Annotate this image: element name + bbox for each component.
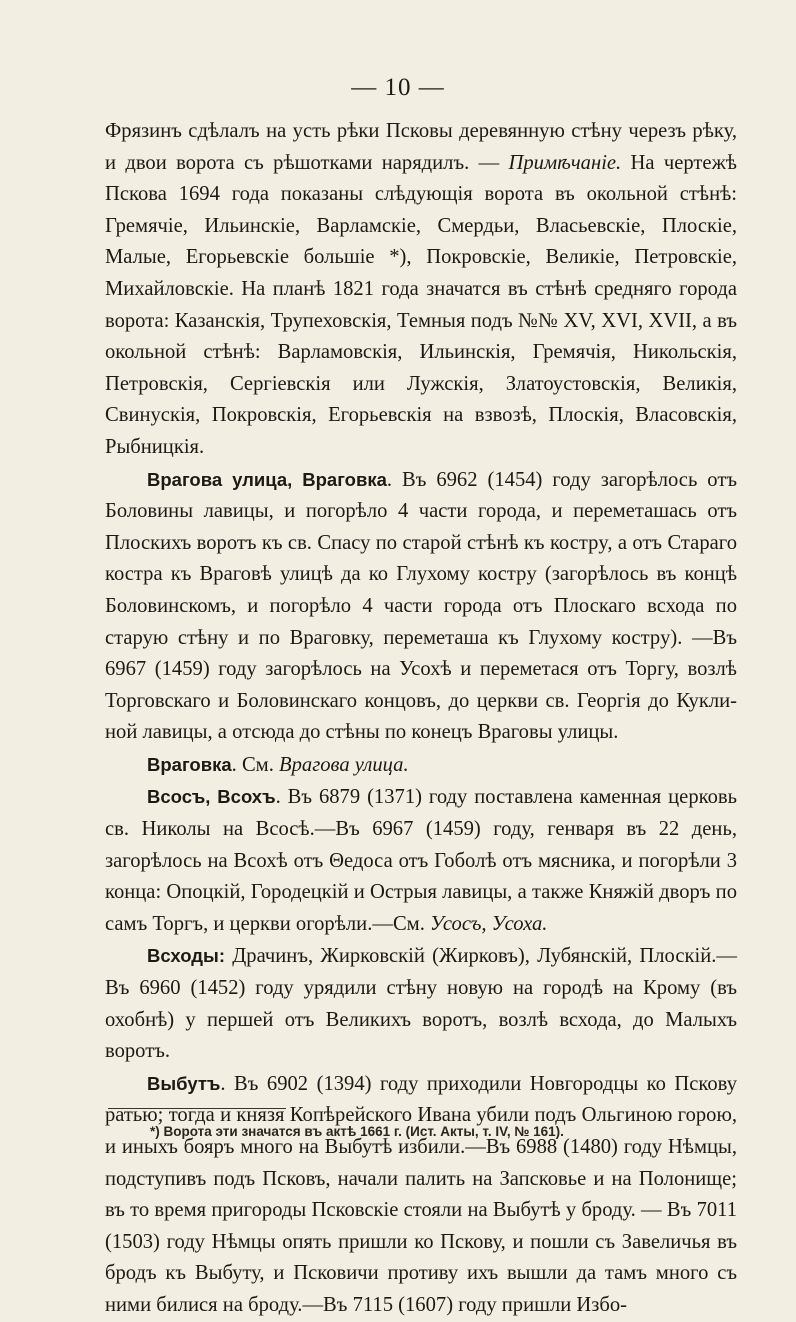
paragraph [105, 116, 737, 464]
paragraph-text: На чертежѣ Пскова 1694 года показаны слѣдующія ворота въ окольной стѣнѣ: Гремячіе, Ильинскіе, Варламскіе, Смердьи, Власьевскіе, Плоскіе, Малые, Егорьевскіе большіе *), Покровскіе, Великіе, Петровскіе, Михайловскіе. На планѣ 1821 года значатся въ стѣнѣ средняго города ворота: Казанскія, Трупеховскія, Темныя подъ №№ XV, XVI, XVII, а въ окольной стѣнѣ: Варламовскія, Ильинскія, Гремячія, Никольскія, Петровскія, Сергіевскія или Лужскія, Златоустовскія, Великія, Свинускія, Покровскія, Егорьевскія на взвозѣ, Плоскія, Власовскія, Рыбницкія. [105, 151, 737, 458]
page-number: — 10 — [351, 74, 445, 101]
paragraph-text: . Въ 6902 (1394) году приходили Новгородцы ко Пскову ратью; тогда и князя Копѣрейского Ивана убили подъ Ольгиною горою, и иныхъ бояръ много на Выбутѣ избили.—Въ 6988 (1480) году Нѣмцы, подступивъ подъ Псковъ, начали палить на Запсковье и на Полонище; въ то время пригороды Псковскіе стояли на Выбутѣ у броду. — Въ 7011 (1503) году Нѣмцы опять пришли ко Пскову, и пошли съ Завеличья въ бродъ къ Выбуту, и Псковичи противу ихъ вышли да тамъ много съ ними билися на броду.—Въ 7115 (1607) году пришли Избо- [105, 1072, 737, 1316]
paragraph-text: Драчинъ, Жирковскій (Жирковъ), Лубянскій, Плоскій.— Въ 6960 (1452) году урядили стѣну новую на городѣ на Крому (въ охобнѣ) у першей отъ Великихъ воротъ, возлѣ всхода, до Малыхъ воротъ. [105, 945, 737, 1063]
page-body [105, 116, 737, 1322]
italic-text: Усосъ, Усоха. [430, 912, 548, 935]
italic-text: Примѣчаніе. [508, 151, 622, 174]
paragraph-text: . Въ 6879 (1371) году поставлена каменная церковь св. Николы на Всосѣ.—Въ 6967 (1459) году, генваря въ 22 день, загорѣлось на Всохѣ отъ Θедоса отъ Гоболѣ отъ мясника, и погорѣли 3 конца: Опоцкій, Городецкій и Острыя лавицы, а также Княжій дворъ по самъ Торгъ, и церкви огорѣли.—См. [105, 786, 737, 935]
paragraph [105, 749, 737, 782]
headword: Враговка [147, 753, 232, 775]
footnote: *) Ворота эти значатся въ актѣ 1661 г. (Ист. Акты, т. IV, № 161). [150, 1124, 564, 1139]
paragraph-text: Фрязинъ сдѣлалъ на усть рѣки Псковы деревянную стѣну черезъ рѣку, и двои ворота съ рѣшотками нарядилъ. — [105, 120, 737, 174]
headword: Всосъ, Всохъ [147, 786, 276, 808]
italic-text: Врагова улица. [279, 753, 409, 776]
headword: Врагова улица, Враговка [147, 468, 387, 490]
paragraph [105, 781, 737, 940]
paragraph-text: . Въ 6962 (1454) году загорѣлось отъ Боловины лавицы, и погорѣло 4 части города, и переметашась отъ Плоскихъ воротъ къ св. Спасу по старой стѣнѣ къ кострy, а отъ Стараго костра къ Враговѣ улицѣ да ко Глухому кострy (загорѣлось въ концѣ Боловинскомъ, и погорѣло 4 части города отъ Плоскаго всхода по старую стѣну и по Враговку, переметаша къ Глухому кострy). —Въ 6967 (1459) году загорѣлось на Усохѣ и переметася отъ Торгу, возлѣ Торговскаго и Боловинскаго концовъ, до церкви св. Георгія до Куклиной лавицы, а отсюда до стѣны по конецъ Враговы улицы. [105, 468, 737, 744]
paragraph-text: . См. [231, 753, 280, 776]
paragraph [105, 940, 737, 1067]
paragraph [105, 464, 737, 749]
footnote-rule [108, 1108, 286, 1109]
paragraph [105, 1068, 737, 1322]
headword: Выбутъ [147, 1072, 221, 1094]
headword: Всходы: [147, 945, 225, 967]
